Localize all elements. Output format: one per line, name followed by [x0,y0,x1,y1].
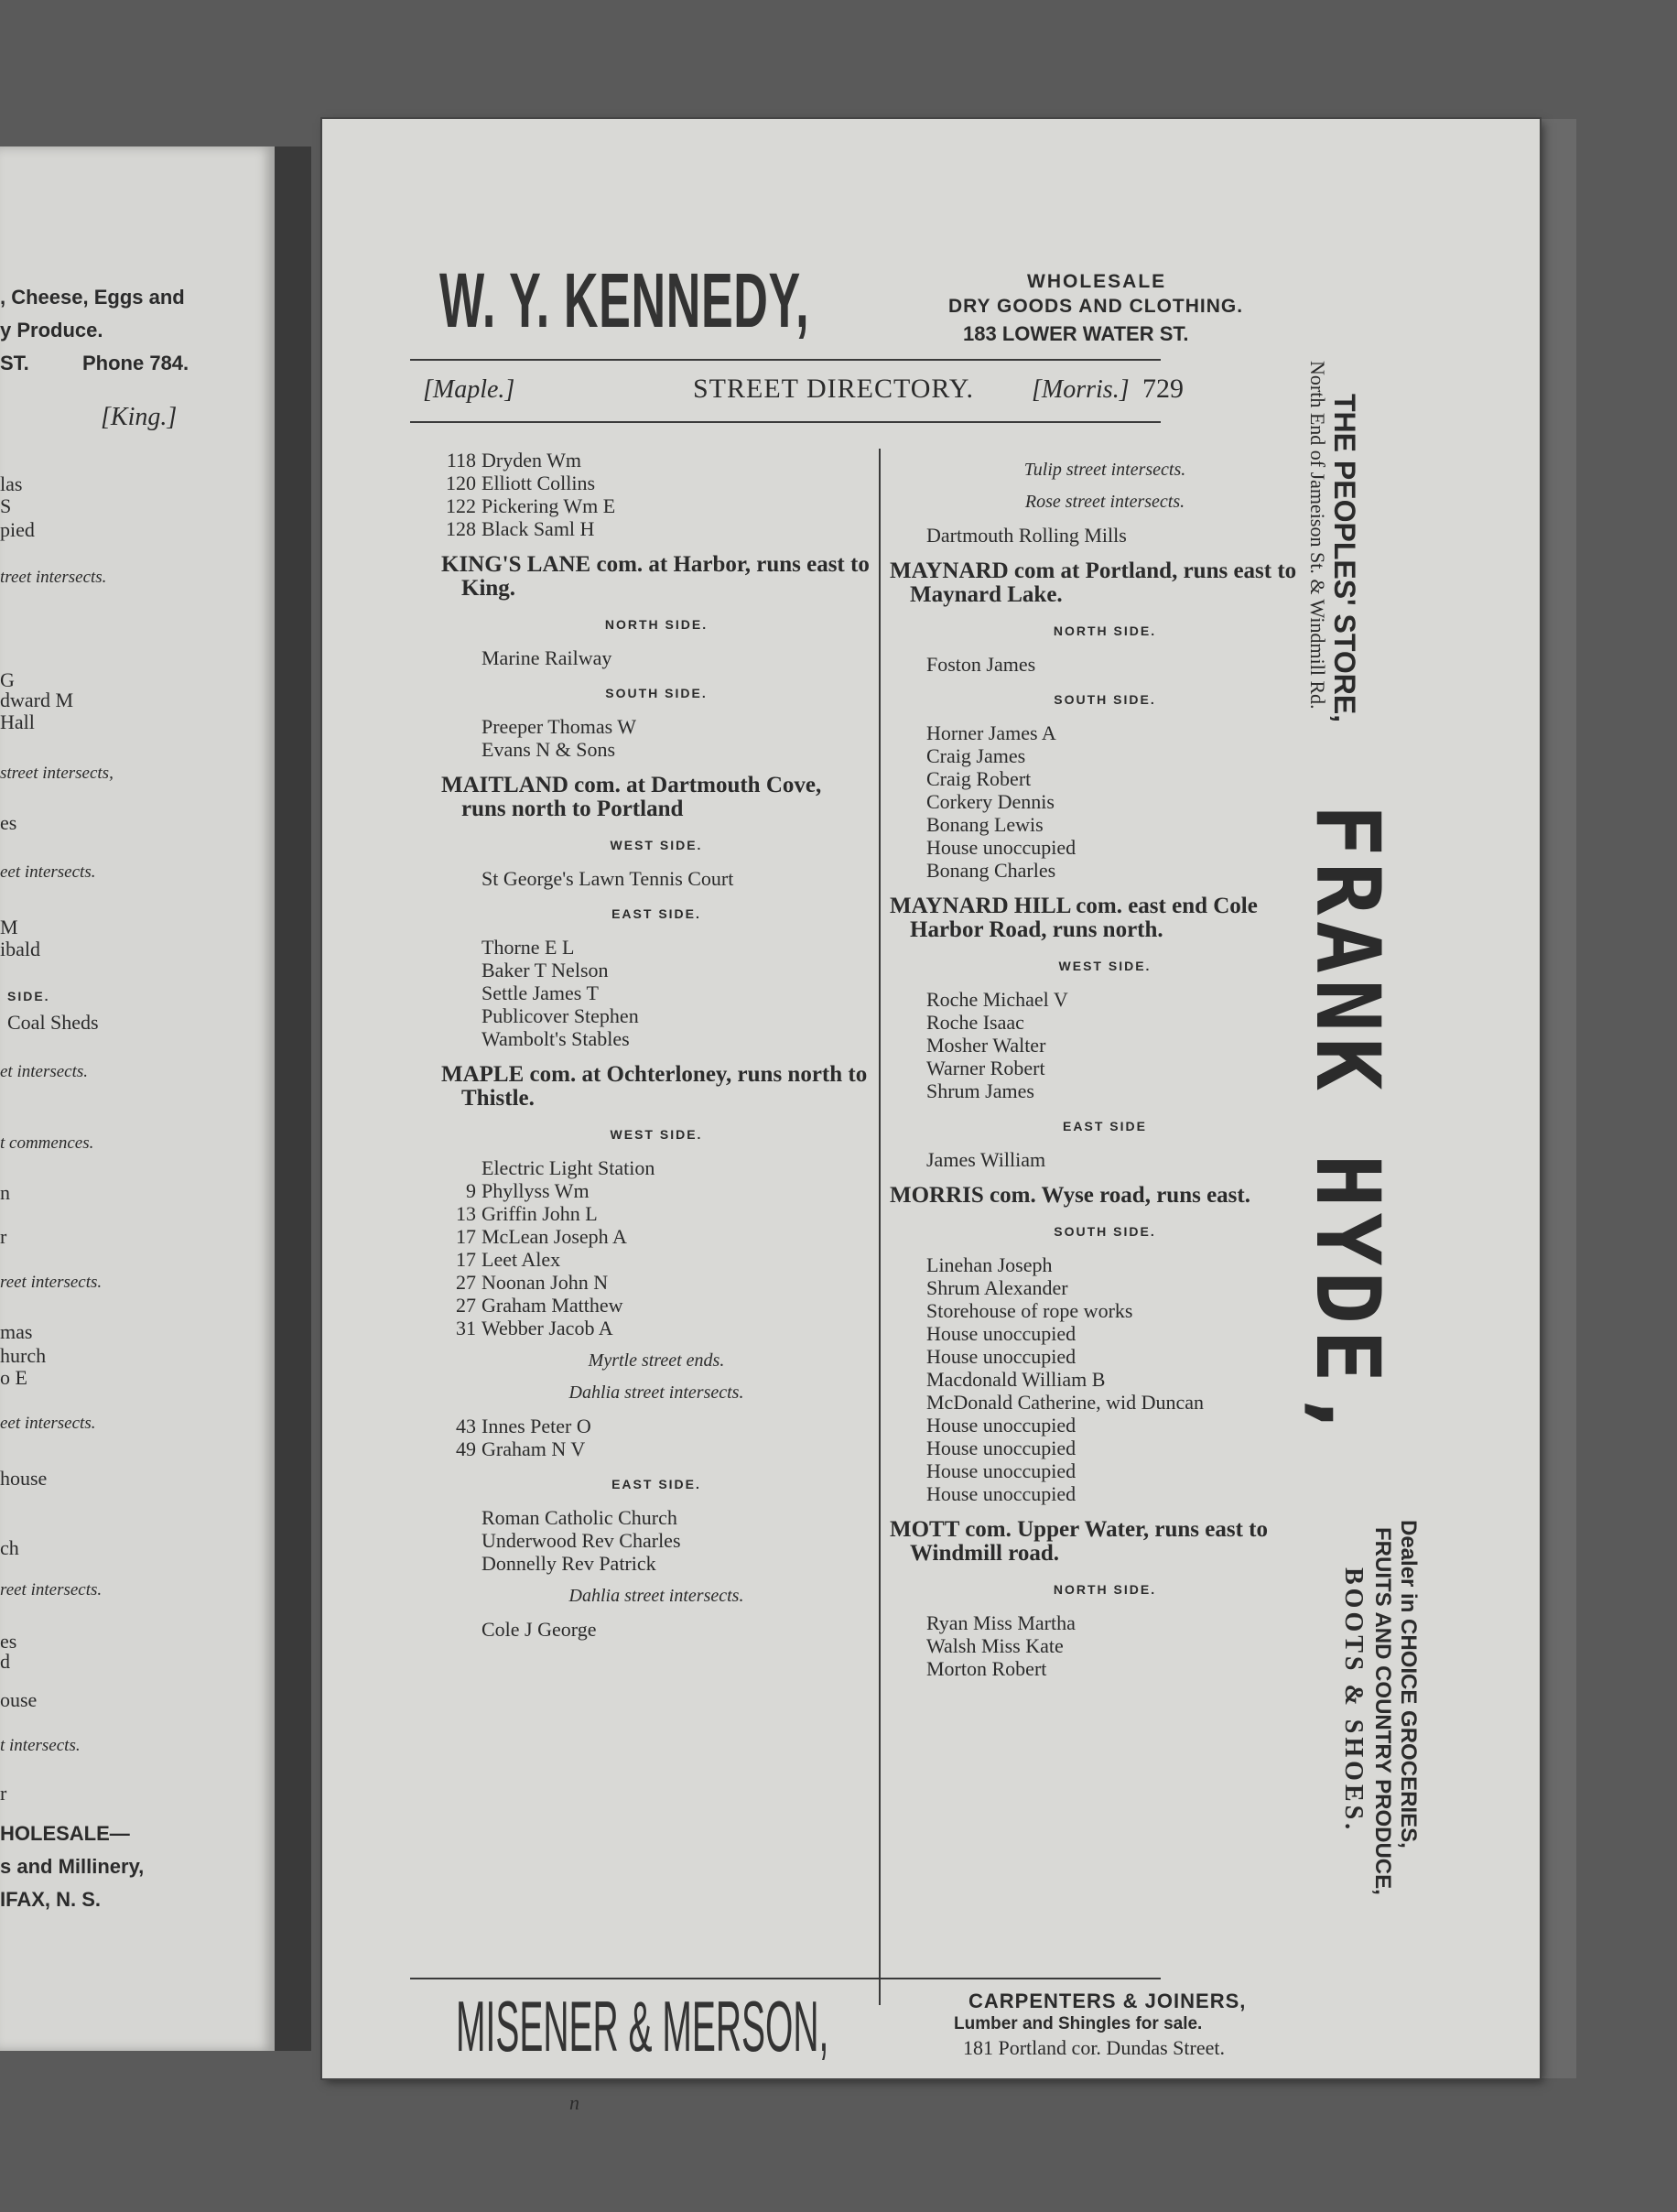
cross-street-note: Tulip street intersects. [1023,460,1186,480]
directory-entry [441,1618,871,1641]
left-page-line: es [0,811,17,834]
side-label: EAST SIDE. [611,1477,701,1491]
resident-name: Underwood Rev Charles [481,1529,681,1552]
house-number: 120 [446,472,476,494]
resident-name: Settle James T [481,981,599,1004]
directory-entry: Bonang Charles [926,859,1056,882]
left-page-line: SIDE. [7,989,50,1003]
directory-entry [441,1202,871,1225]
directory-entry [441,959,871,981]
directory-entry [441,1004,871,1027]
page-number: 729 [1142,374,1184,404]
cross-street-note: Myrtle street ends. [588,1350,725,1371]
directory-entry: Shrum Alexander [926,1276,1068,1299]
cross-street-note: Rose street intersects. [1024,492,1185,512]
left-page-line: eet intersects. [0,862,96,882]
resident-name: Preeper Thomas W [481,715,637,738]
side-ad-line3: BOOTS & SHOES. [1339,1567,1368,1834]
directory-entry [441,646,871,669]
side-ad-store: THE PEOPLES' STORE, [1328,394,1361,723]
directory-entry: House unoccupied [926,1482,1077,1505]
left-page-line: t commences. [0,1133,94,1153]
left-page-line: ch [0,1536,19,1559]
footer-ad-name: MISENER & MERSON, [456,1986,829,2066]
resident-name: St George's Lawn Tennis Court [481,867,734,890]
directory-entry: Roche Michael V [926,988,1068,1011]
left-page-line: IFAX, N. S. [0,1888,102,1911]
directory-entry: Shrum James [926,1079,1034,1102]
directory-entry [441,1027,871,1050]
left-page-line: n [0,1181,10,1204]
side-ad-address: North End of Jameison St. & Windmill Rd. [1306,361,1329,710]
resident-name: Roman Catholic Church [481,1506,677,1529]
resident-name: Pickering Wm E [481,494,616,517]
directory-entry: Craig James [926,744,1026,767]
directory-entry [441,1506,871,1529]
house-number: 17 [456,1248,476,1271]
side-label: NORTH SIDE. [1053,1582,1157,1597]
side-label: WEST SIDE. [1058,959,1152,973]
directory-entry: Morton Robert [926,1657,1047,1680]
directory-entry: Craig Robert [926,767,1032,790]
footer-ad-line3: 181 Portland cor. Dundas Street. [963,2036,1225,2059]
house-number: 31 [456,1317,476,1339]
previous-page-fragment [0,146,275,2051]
directory-entry [441,1225,871,1248]
directory-entry: McDonald Catherine, wid Duncan [926,1391,1205,1414]
cross-street-note: Dahlia street intersects. [568,1586,744,1606]
left-page-line: S [0,494,12,517]
directory-entry [441,449,871,472]
resident-name: Donnelly Rev Patrick [481,1552,656,1575]
running-head-center: STREET DIRECTORY. [693,374,975,404]
left-page-line: treet intersects. [0,568,107,587]
header-ad-line1: WHOLESALE [1027,271,1167,292]
directory-entry [441,936,871,959]
left-page-line: eet intersects. [0,1414,96,1433]
directory-entry: Roche Isaac [926,1011,1024,1034]
side-ad-name: FRANK HYDE, [1296,804,1399,1447]
side-label: WEST SIDE. [610,1127,703,1142]
left-page-line: [King.] [101,403,178,431]
directory-entry: House unoccupied [926,1414,1077,1437]
side-label: NORTH SIDE. [1053,623,1157,638]
left-page-line: street intersects, [0,764,114,783]
resident-name: Marine Railway [481,646,612,669]
left-page-line: reet intersects. [0,1273,103,1292]
side-label: SOUTH SIDE. [1054,1224,1156,1239]
directory-entry: Foston James [926,653,1036,676]
left-page-line: M [0,916,18,938]
side-label: NORTH SIDE. [604,617,709,632]
side-label: EAST SIDE [1063,1119,1147,1133]
directory-entry: Bonang Lewis [926,813,1044,836]
left-page-line: HOLESALE— [0,1822,130,1845]
house-number: 27 [456,1294,476,1317]
directory-page [322,119,1540,2114]
directory-entry [441,1317,871,1339]
resident-name: Webber Jacob A [481,1317,613,1339]
resident-name: Electric Light Station [481,1156,655,1179]
house-number: 128 [446,517,476,540]
street-heading: MAITLAND com. at Dartmouth Cove, runs north to Portland [441,773,822,821]
footer-rule [410,1978,1161,1979]
street-heading: MAPLE com. at Ochterloney, runs north to Thistle. [441,1062,868,1111]
resident-name: McLean Joseph A [481,1225,627,1248]
directory-entry [441,472,871,494]
directory-entry: House unoccupied [926,836,1077,859]
directory-entry [441,1179,871,1202]
left-page-line: d [0,1650,10,1673]
directory-entry [441,981,871,1004]
left-page-line: r [0,1782,7,1805]
directory-entry: Warner Robert [926,1057,1045,1079]
header-rule [410,359,1161,361]
left-page-line: Coal Sheds [7,1011,99,1034]
resident-name: Dryden Wm [481,449,581,472]
side-label: SOUTH SIDE. [1054,692,1156,707]
house-number: 9 [466,1179,476,1202]
house-number: 49 [456,1437,476,1460]
directory-entry [441,867,871,890]
directory-entry: Storehouse of rope works [926,1299,1133,1322]
resident-name: Innes Peter O [481,1415,591,1437]
resident-name: Elliott Collins [481,472,596,494]
house-number: 13 [456,1202,476,1225]
directory-entry [441,517,871,540]
directory-entry [441,1271,871,1294]
left-page-line: y Produce. [0,319,103,342]
directory-entry: Horner James A [926,721,1056,744]
resident-name: Griffin John L [481,1202,598,1225]
left-page-line: ibald [0,938,40,960]
cross-street-note: Dahlia street intersects. [568,1382,744,1403]
directory-entry: House unoccupied [926,1345,1077,1368]
directory-entry [441,1437,871,1460]
directory-entry: House unoccupied [926,1459,1077,1482]
left-page-line: dward M [0,689,74,711]
left-page-line: , Cheese, Eggs and [0,286,185,309]
running-head-left: [Maple.] [423,375,515,404]
resident-name: Phyllyss Wm [481,1179,590,1202]
directory-entry: Dartmouth Rolling Mills [926,524,1127,547]
header-ad-name: W. Y. KENNEDY, [439,257,810,343]
signature-mark: n [569,2091,579,2114]
footer-ad-line1: CARPENTERS & JOINERS, [968,1990,1247,2012]
left-page-line: mas [0,1320,33,1343]
side-ad-line1: Dealer in CHOICE GROCERIES, [1396,1520,1421,1849]
left-page-line: s and Millinery, [0,1855,145,1878]
directory-entry: Linehan Joseph [926,1253,1053,1276]
directory-entry: Walsh Miss Kate [926,1634,1064,1657]
header-ad-line2: DRY GOODS AND CLOTHING. [948,296,1244,317]
directory-entry: House unoccupied [926,1322,1077,1345]
left-page-line: es [0,1630,17,1653]
directory-entry: Mosher Walter [926,1034,1046,1057]
left-column [441,449,871,1641]
house-number: 122 [446,494,476,517]
directory-entry: Ryan Miss Martha [926,1611,1076,1634]
directory-entry [441,1156,871,1179]
side-label: EAST SIDE. [611,906,701,921]
house-number: 43 [456,1415,476,1437]
resident-name: Graham N V [481,1437,586,1460]
directory-entry: Macdonald William B [926,1368,1106,1391]
resident-name: Noonan John N [481,1271,609,1294]
resident-name: Publicover Stephen [481,1004,639,1027]
directory-entry [441,494,871,517]
left-page-line: las [0,472,23,495]
street-heading: MAYNARD HILL com. east end Cole Harbor Road, runs north. [890,894,1258,942]
street-heading: KING'S LANE com. at Harbor, runs east to King. [441,552,870,601]
running-head-rule [410,421,1161,423]
side-label: SOUTH SIDE. [605,686,708,700]
book-gutter [275,146,311,2051]
header-ad-line3: 183 LOWER WATER ST. [963,322,1189,345]
resident-name: Cole J George [481,1618,597,1641]
footer-ad-line2: Lumber and Shingles for sale. [954,2014,1203,2033]
resident-name: Graham Matthew [481,1294,623,1317]
left-page-line: ouse [0,1688,38,1711]
left-page-line: Phone 784. [82,352,189,374]
side-ad-line2: FRUITS AND COUNTRY PRODUCE, [1370,1527,1395,1895]
column-divider [879,449,881,2005]
directory-entry: James William [926,1148,1046,1171]
left-page-line: house [0,1467,48,1490]
running-head-right: [Morris.] [1032,375,1130,404]
left-page-line: G [0,668,15,691]
house-number: 27 [456,1271,476,1294]
directory-entry [441,1529,871,1552]
left-page-line: reet intersects. [0,1580,103,1599]
directory-entry: Corkery Dennis [926,790,1055,813]
house-number: 118 [446,449,476,472]
street-heading: MORRIS com. Wyse road, runs east. [890,1183,1250,1208]
side-label: WEST SIDE. [610,838,703,852]
street-heading: MAYNARD com at Portland, runs east to Maynard Lake. [890,558,1297,607]
resident-name: Black Saml H [481,517,595,540]
directory-entry: House unoccupied [926,1437,1077,1459]
left-page-line: hurch [0,1344,47,1367]
left-page-line: o E [0,1366,27,1389]
directory-entry [441,1248,871,1271]
left-page-line: t intersects. [0,1736,81,1755]
left-page-line: Hall [0,710,35,733]
house-number: 17 [456,1225,476,1248]
directory-entry [441,1415,871,1437]
right-column [890,449,1320,1680]
street-heading: MOTT com. Upper Water, runs east to Windmill road. [890,1517,1268,1566]
page-edge-shadow [1540,119,1576,2078]
directory-entry [441,715,871,738]
directory-entry [441,1552,871,1575]
directory-entry [441,1294,871,1317]
resident-name: Thorne E L [481,936,575,959]
resident-name: Baker T Nelson [481,959,609,981]
left-page-line: pied [0,518,35,541]
left-page-line: et intersects. [0,1062,89,1081]
resident-name: Leet Alex [481,1248,561,1271]
left-page-line: r [0,1225,7,1248]
directory-entry [441,738,871,761]
resident-name: Evans N & Sons [481,738,616,761]
resident-name: Wambolt's Stables [481,1027,630,1050]
left-page-line: ST. [0,352,29,374]
